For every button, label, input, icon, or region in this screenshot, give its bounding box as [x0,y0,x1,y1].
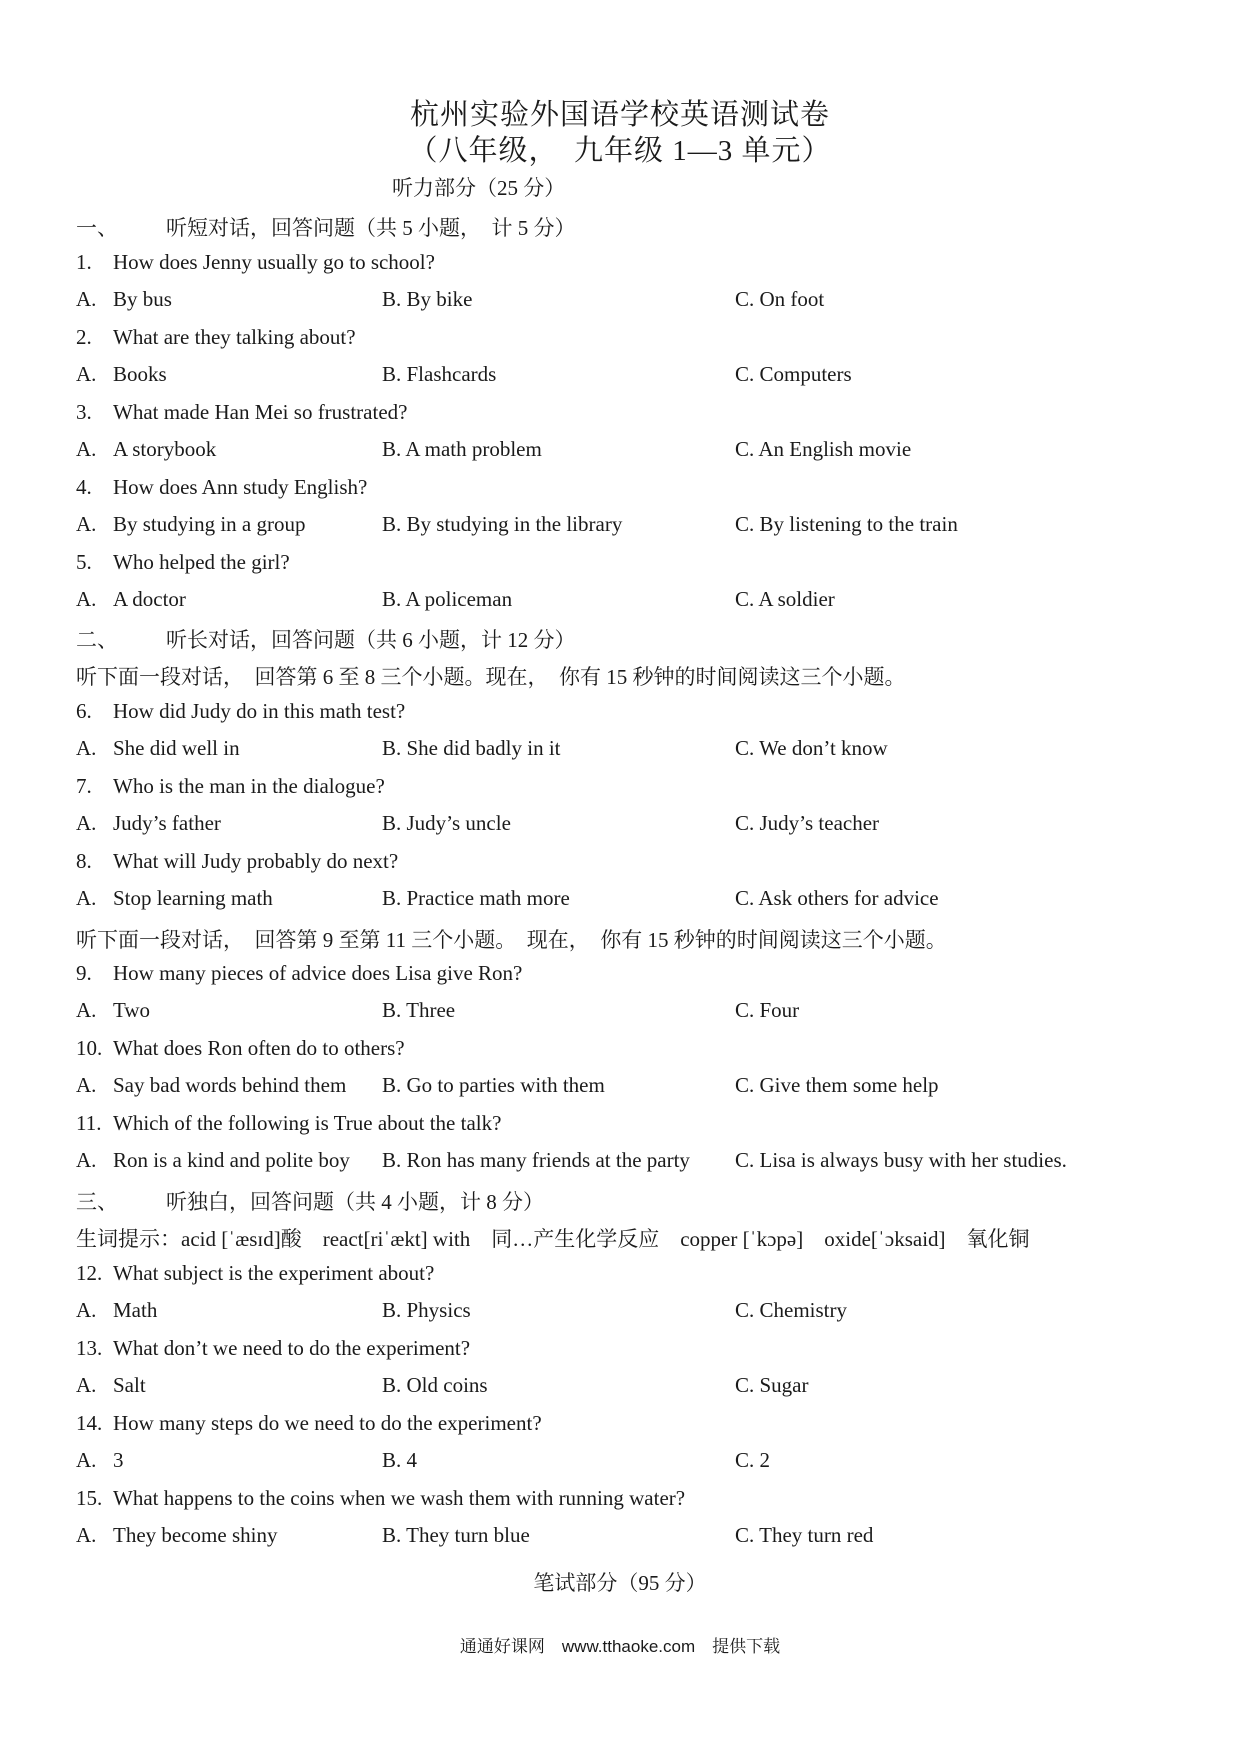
option-b: B. Judy’s uncle [382,811,511,835]
option-a: A. Salt [76,1373,146,1397]
option-b: B. Old coins [382,1373,488,1397]
question: 4. How does Ann study English? [76,475,368,499]
option-a: A. Say bad words behind them [76,1073,347,1097]
option-c: C. On foot [735,287,825,311]
question: 2. What are they talking about? [76,325,356,349]
option-a: A. Judy’s father [76,811,221,835]
instruction-text: 听下面一段对话， 回答第 6 至 8 三个小题。现在， 你有 15 秒钟的时间阅读这三个小题。 [76,665,906,689]
question: 9. How many pieces of advice does Lisa give Ron? [76,961,523,985]
option-b: B. A policeman [382,587,513,611]
option-b: B. By bike [382,287,473,311]
exam-title: 杭州实验外国语学校英语测试卷 [409,99,830,131]
page-footer: 通通好课网 www.tthaoke.com 提供下载 [459,1637,781,1656]
option-b: B. Ron has many friends at the party [382,1148,690,1172]
option-c: C. By listening to the train [735,512,958,536]
section-heading: 二、 听长对话，回答问题（共 6 小题，计 12 分） [76,628,576,652]
option-a: A. By bus [76,287,172,311]
option-a: A. Ron is a kind and polite boy [76,1148,350,1172]
question: 14. How many steps do we need to do the experiment? [76,1411,542,1435]
option-b: B. Three [382,998,456,1022]
question: 15. What happens to the coins when we wash them with running water? [76,1486,686,1510]
option-a: A. Books [76,362,167,386]
question: 6. How did Judy do in this math test? [76,699,406,723]
question: 13. What don’t we need to do the experiment? [76,1336,471,1360]
option-b: B. A math problem [382,437,542,461]
option-b: B. Flashcards [382,362,497,386]
option-a: A. A storybook [76,437,217,461]
option-a: A. Stop learning math [76,886,273,910]
option-a: A. A doctor [76,587,186,611]
option-a: A. By studying in a group [76,512,306,536]
option-a: A. Two [76,998,151,1022]
option-c: C. Judy’s teacher [735,811,880,835]
option-c: C. Give them some help [735,1073,939,1097]
option-c: C. 2 [735,1448,771,1472]
question: 8. What will Judy probably do next? [76,849,399,873]
option-a: A. Math [76,1298,158,1322]
option-c: C. They turn red [735,1523,874,1547]
option-b: B. They turn blue [382,1523,530,1547]
option-c: C. A soldier [735,587,835,611]
question: 5. Who helped the girl? [76,550,290,574]
option-c: C. Ask others for advice [735,886,939,910]
section-heading: 三、 听独白，回答问题（共 4 小题，计 8 分） [76,1190,544,1214]
question: 7. Who is the man in the dialogue? [76,774,385,798]
option-c: C. Chemistry [735,1298,848,1322]
option-c: C. We don’t know [735,736,888,760]
option-c: C. Four [735,998,800,1022]
vocab-hint: 生词提示：acid [ˈæsɪd]酸 react[riˈækt] with 同…产生化学反应 copper [ˈkɔpə] oxide[ˈɔksaid] 氧化铜 [76,1227,1030,1251]
option-b: B. By studying in the library [382,512,623,536]
option-c: C. Sugar [735,1373,809,1397]
instruction-text: 听下面一段对话， 回答第 9 至第 11 三个小题。 现在， 你有 15 秒钟的时间阅读这三个小题。 [76,928,947,952]
question: 12. What subject is the experiment about? [76,1261,435,1285]
question: 1. How does Jenny usually go to school? [76,250,435,274]
option-c: C. Computers [735,362,852,386]
option-b: B. Go to parties with them [382,1073,605,1097]
option-b: B. Practice math more [382,886,570,910]
option-a: A. 3 [76,1448,124,1472]
option-c: C. Lisa is always busy with her studies. [735,1148,1067,1172]
section-heading: 一、 听短对话，回答问题（共 5 小题， 计 5 分） [76,216,576,240]
written-heading: 笔试部分（95 分） [533,1571,707,1595]
option-b: B. Physics [382,1298,471,1322]
question: 10. What does Ron often do to others? [76,1036,405,1060]
exam-subtitle: （八年级， 九年级 1—3 单元） [408,135,832,167]
option-b: B. 4 [382,1448,418,1472]
question: 11. Which of the following is True about the talk? [76,1111,502,1135]
option-b: B. She did badly in it [382,736,561,760]
question: 3. What made Han Mei so frustrated? [76,400,408,424]
option-a: A. She did well in [76,736,240,760]
option-c: C. An English movie [735,437,912,461]
listening-heading: 听力部分（25 分） [392,176,566,200]
option-a: A. They become shiny [76,1523,278,1547]
